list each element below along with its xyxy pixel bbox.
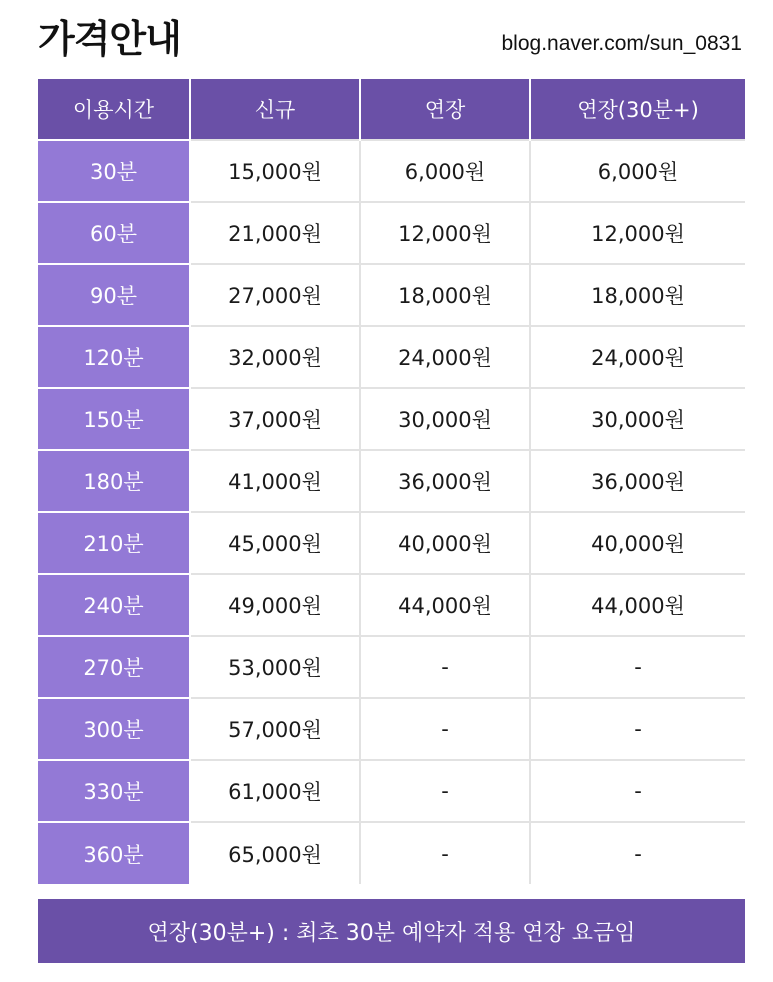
time-cell: 180분 [38, 450, 190, 512]
extension-30plus-price-cell: - [530, 822, 745, 884]
extension-price-cell: 24,000원 [360, 326, 530, 388]
table-row [38, 698, 745, 760]
table-row [38, 636, 745, 698]
new-price-cell: 27,000원 [190, 264, 360, 326]
new-price-cell: 41,000원 [190, 450, 360, 512]
source-url: blog.naver.com/sun_0831 [501, 32, 742, 55]
extension-30plus-price-cell: 6,000원 [530, 140, 745, 202]
table-row [38, 574, 745, 636]
extension-30plus-price-cell: - [530, 636, 745, 698]
extension-30plus-price-cell: - [530, 698, 745, 760]
price-table [38, 79, 745, 884]
header-usage-time: 이용시간 [38, 79, 190, 140]
new-price-cell: 53,000원 [190, 636, 360, 698]
header-row [38, 79, 745, 140]
new-price-cell: 15,000원 [190, 140, 360, 202]
time-cell: 360분 [38, 822, 190, 884]
extension-30plus-price-cell: 40,000원 [530, 512, 745, 574]
time-cell: 240분 [38, 574, 190, 636]
table-row [38, 140, 745, 202]
extension-price-cell: - [360, 760, 530, 822]
time-cell: 300분 [38, 698, 190, 760]
extension-30plus-price-cell: 30,000원 [530, 388, 745, 450]
table-row [38, 264, 745, 326]
table-body [38, 140, 745, 884]
time-cell: 330분 [38, 760, 190, 822]
extension-price-cell: - [360, 822, 530, 884]
table-row [38, 326, 745, 388]
table-row [38, 760, 745, 822]
time-cell: 30분 [38, 140, 190, 202]
extension-price-cell: 6,000원 [360, 140, 530, 202]
footer-note: 연장(30분+) : 최초 30분 예약자 적용 연장 요금임 [38, 899, 745, 963]
table-row [38, 822, 745, 884]
extension-30plus-price-cell: - [530, 760, 745, 822]
new-price-cell: 21,000원 [190, 202, 360, 264]
new-price-cell: 37,000원 [190, 388, 360, 450]
new-price-cell: 65,000원 [190, 822, 360, 884]
extension-price-cell: - [360, 698, 530, 760]
extension-30plus-price-cell: 44,000원 [530, 574, 745, 636]
extension-price-cell: - [360, 636, 530, 698]
new-price-cell: 32,000원 [190, 326, 360, 388]
table-header [38, 79, 745, 140]
time-cell: 270분 [38, 636, 190, 698]
extension-30plus-price-cell: 12,000원 [530, 202, 745, 264]
header-new: 신규 [190, 79, 360, 140]
time-cell: 60분 [38, 202, 190, 264]
extension-30plus-price-cell: 24,000원 [530, 326, 745, 388]
time-cell: 90분 [38, 264, 190, 326]
table-row [38, 388, 745, 450]
time-cell: 150분 [38, 388, 190, 450]
extension-price-cell: 44,000원 [360, 574, 530, 636]
new-price-cell: 49,000원 [190, 574, 360, 636]
extension-30plus-price-cell: 18,000원 [530, 264, 745, 326]
table-row [38, 450, 745, 512]
time-cell: 210분 [38, 512, 190, 574]
extension-price-cell: 18,000원 [360, 264, 530, 326]
extension-price-cell: 40,000원 [360, 512, 530, 574]
new-price-cell: 57,000원 [190, 698, 360, 760]
extension-price-cell: 12,000원 [360, 202, 530, 264]
new-price-cell: 45,000원 [190, 512, 360, 574]
extension-30plus-price-cell: 36,000원 [530, 450, 745, 512]
page-title: 가격안내 [38, 17, 181, 61]
extension-price-cell: 30,000원 [360, 388, 530, 450]
new-price-cell: 61,000원 [190, 760, 360, 822]
header-extension: 연장 [360, 79, 530, 140]
table-row [38, 512, 745, 574]
header-extension-30plus: 연장(30분+) [530, 79, 745, 140]
time-cell: 120분 [38, 326, 190, 388]
extension-price-cell: 36,000원 [360, 450, 530, 512]
table-row [38, 202, 745, 264]
